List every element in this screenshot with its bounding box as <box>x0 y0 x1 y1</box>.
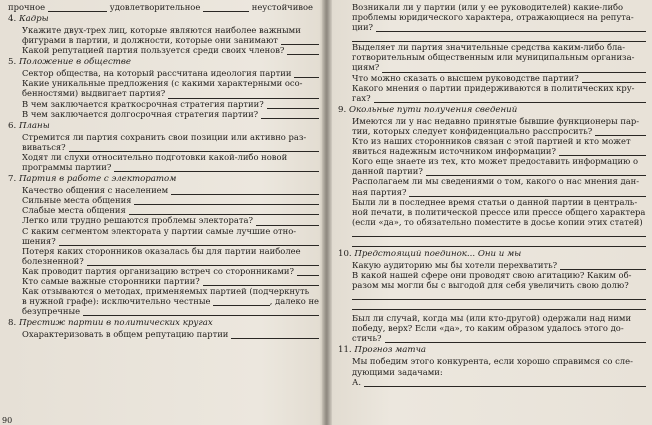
question: Возникали ли у партии (или у ее руководителей) какие-либо <box>352 2 624 12</box>
answer-line[interactable] <box>582 75 646 83</box>
question: Кто самые важные сторонники партии? <box>8 276 319 286</box>
answer-line[interactable] <box>134 197 319 205</box>
answer-line[interactable] <box>297 268 319 276</box>
question: готворительным общественным или муниципальным организа- <box>352 52 635 63</box>
section-heading: 9. Окольные пути получения сведений <box>338 104 518 115</box>
option-line[interactable] <box>48 4 107 12</box>
question: бенностями) выдвигает партия? <box>8 88 319 98</box>
answer-line[interactable] <box>352 237 646 247</box>
question: данной партии? <box>338 166 646 176</box>
answer-line[interactable] <box>426 168 646 176</box>
question: Как проводит партия организацию встреч со сторонниками? <box>8 266 319 276</box>
answer-line[interactable] <box>294 70 319 78</box>
question: явиться надежным источником информации? <box>338 146 646 156</box>
section-heading: 11. Прогноз матча <box>338 345 427 356</box>
question: Сильные места общения <box>8 195 319 205</box>
question: тии, которых следует конфиденциально расспросить? <box>338 126 646 136</box>
section-heading: 7. Партия в работе с электоратом <box>8 174 177 185</box>
question: Кого еще знаете из тех, кто может предоставить информацию о <box>352 156 639 167</box>
answer-line[interactable] <box>129 207 319 215</box>
question: Охарактеризовать в общем репутацию партии <box>8 329 319 339</box>
answer-line[interactable] <box>213 298 269 306</box>
question: В чем заключается краткосрочная стратегия партии? <box>8 99 319 109</box>
stability-options <box>8 2 319 12</box>
section-heading: 8. Престиж партии в политических кругах <box>8 318 213 329</box>
question: Укажите двух-трех лиц, которые являются наиболее важными <box>22 25 301 35</box>
left-page <box>0 0 325 425</box>
question: Как отзываются о методах, применяемых партией (подчеркнуть <box>22 286 310 297</box>
option-strong: прочное <box>8 2 46 12</box>
question: безупречные <box>8 306 319 316</box>
question: Легко или трудно решаются проблемы электората? <box>8 215 319 225</box>
question: гах? <box>338 93 646 103</box>
question: в нужной графе): исключительно честные , далеко не <box>22 296 319 307</box>
question: Какой репутацией партия пользуется среди своих членов? <box>8 45 319 55</box>
question: Стремится ли партия сохранить свои позиции или активно раз- <box>22 131 307 142</box>
answer-line[interactable] <box>281 37 319 45</box>
question: В чем заключается долгосрочная стратегия партии? <box>8 109 319 119</box>
question: Имеются ли у нас недавно принятые бывшие функционеры пар- <box>352 115 640 126</box>
answer-line[interactable] <box>168 91 319 99</box>
question: Потеря каких сторонников оказалась бы для партии наиболее <box>22 245 301 256</box>
question: виваться? <box>8 142 319 152</box>
page-number: 90 <box>2 416 13 425</box>
answer-line[interactable] <box>382 65 646 73</box>
section-heading: 10. Предстоящий поединок... Они и мы <box>338 248 522 259</box>
question: Слабые места общения <box>8 205 319 215</box>
answer-line[interactable] <box>261 111 319 119</box>
question: дующими задачами: <box>352 366 443 377</box>
answer-line[interactable] <box>352 290 646 300</box>
answer-line[interactable] <box>595 128 646 136</box>
question: стичь? <box>338 333 646 343</box>
question: Какие уникальные предложения (с какими характерными осо- <box>22 78 303 89</box>
answer-item: А. <box>338 377 646 387</box>
question: циям? <box>338 62 646 72</box>
answer-line[interactable] <box>59 238 319 246</box>
question: Что можно сказать о высшем руководстве партии? <box>338 73 646 83</box>
option-unstable: неустойчивое <box>251 2 313 12</box>
option-line[interactable] <box>203 4 248 12</box>
answer-line[interactable] <box>83 308 319 316</box>
answer-line[interactable] <box>374 95 646 103</box>
answer-line[interactable] <box>69 144 319 152</box>
section-heading: 4. Кадры <box>8 14 49 24</box>
question: Располагаем ли мы сведениями о том, какого о нас мнения дан- <box>352 176 640 187</box>
answer-line[interactable] <box>409 189 646 197</box>
answer-line[interactable] <box>560 262 646 270</box>
question: Выделяет ли партия значительные средства каким-либо бла- <box>352 42 626 53</box>
question: В какой нашей сфере они проводят свою агитацию? Каким об- <box>352 269 632 280</box>
answer-line[interactable] <box>559 148 646 156</box>
answer-line[interactable] <box>364 379 646 387</box>
answer-line[interactable] <box>352 227 646 237</box>
question: победу, верх? Если «да», то каким образом удалось этого до- <box>352 323 624 334</box>
answer-line[interactable] <box>114 164 319 172</box>
answer-line[interactable] <box>87 258 319 266</box>
option-satisfactory: удовлетворительное <box>109 2 201 12</box>
answer-line[interactable] <box>256 218 319 226</box>
question: ной печати, в политической прессе или прессе общего характера <box>352 206 646 217</box>
question: Качество общения с населением <box>8 185 319 195</box>
right-page <box>330 0 652 425</box>
answer-line[interactable] <box>376 24 646 32</box>
question: болезненной? <box>8 256 319 266</box>
question: Кто из наших сторонников связан с этой партией и кто может <box>352 136 631 147</box>
question: Какого мнения о партии придерживаются в политических кру- <box>352 82 635 93</box>
question: Мы победим этого конкурента, если хорошо справимся со сле- <box>352 356 633 367</box>
question: разом мы могли бы с выгодой для себя увеличить свою долю? <box>352 280 629 291</box>
answer-line[interactable] <box>385 335 647 343</box>
question: (если «да», то обязательно поместите в досье копии этих статей) <box>352 216 643 227</box>
question: фигурами в партии, и должности, которые они занимают <box>8 35 319 45</box>
question: ции? <box>338 22 646 32</box>
answer-line[interactable] <box>352 300 646 310</box>
answer-line[interactable] <box>203 278 319 286</box>
question: ная партия? <box>338 187 646 197</box>
section-heading: 6. Планы <box>8 120 50 131</box>
answer-line[interactable] <box>231 331 319 339</box>
question: шения? <box>8 236 319 246</box>
question: Были ли в последнее время статьи о данной партии в централь- <box>352 196 638 207</box>
question: Был ли случай, когда мы (или кто-другой) одержали над ними <box>352 313 632 324</box>
question: Какую аудиторию мы бы хотели перехватить? <box>338 260 646 270</box>
section-heading: 5. Положение в обществе <box>8 57 132 68</box>
question: С каким сегментом электората у партии самые лучшие отно- <box>22 225 297 236</box>
answer-line[interactable] <box>287 47 319 55</box>
question: программы партии? <box>8 162 319 172</box>
answer-line[interactable] <box>267 101 319 109</box>
answer-line[interactable] <box>171 187 319 195</box>
answer-line[interactable] <box>352 32 646 42</box>
question: Ходят ли слухи относительно подготовки какой-либо новой <box>22 151 288 162</box>
question: Сектор общества, на который рассчитана идеология партии <box>8 68 319 78</box>
question: проблемы юридического характера, отражающиеся на репута- <box>352 12 634 23</box>
